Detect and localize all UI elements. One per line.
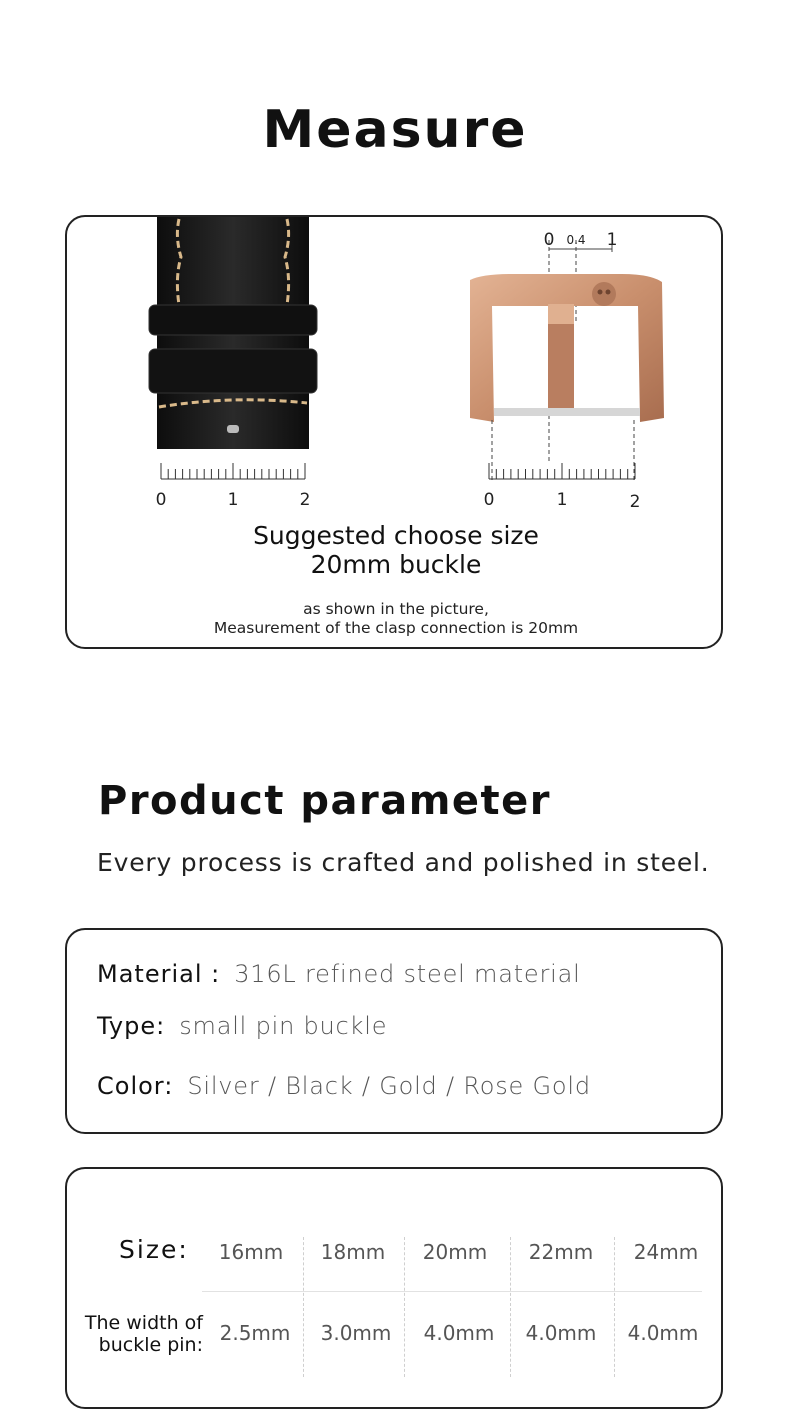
- material-label: Material :: [97, 960, 221, 988]
- parameters-card: [65, 928, 723, 1134]
- suggested-size-value: 20mm buckle: [310, 550, 482, 579]
- pin-width-cell-16: 2.5mm: [219, 1321, 291, 1345]
- measure-card: [65, 215, 723, 649]
- size-cell-18: 18mm: [320, 1240, 386, 1264]
- size-label: Size:: [119, 1235, 189, 1264]
- buckle-ruler: [485, 461, 641, 511]
- product-parameter-subtitle: Every process is crafted and polished in steel.: [97, 848, 710, 877]
- pin-scale-label-04: 0.4: [566, 233, 586, 247]
- suggested-size-heading: Suggested choose size: [253, 521, 539, 550]
- buckle-ruler-label-2: 2: [629, 492, 641, 512]
- pin-width-cell-22: 4.0mm: [525, 1321, 597, 1345]
- size-cell-20: 20mm: [422, 1240, 488, 1264]
- rose-gold-buckle-image: [452, 222, 682, 482]
- type-row: [97, 1012, 387, 1040]
- leather-strap-image: [157, 217, 317, 452]
- strap-ruler-label-0: 0: [155, 490, 167, 510]
- color-value: Silver / Black / Gold / Rose Gold: [187, 1072, 591, 1100]
- pin-width-cell-18: 3.0mm: [320, 1321, 392, 1345]
- type-label: Type:: [97, 1012, 166, 1040]
- measure-title: Measure: [262, 100, 528, 160]
- material-row: [97, 960, 581, 988]
- pin-scale-label-1: 1: [606, 230, 618, 250]
- product-parameter-title: Product parameter: [98, 778, 552, 824]
- pin-scale-label-0: 0: [543, 230, 555, 250]
- buckle-ruler-label-0: 0: [483, 490, 495, 510]
- buckle-ruler-label-1: 1: [556, 490, 568, 510]
- color-label: Color:: [97, 1072, 174, 1100]
- pin-width-label: [73, 1312, 203, 1356]
- type-value: small pin buckle: [179, 1012, 388, 1040]
- strap-ruler-label-1: 1: [227, 490, 239, 510]
- pin-width-cell-20: 4.0mm: [423, 1321, 495, 1345]
- measurement-note-line1: as shown in the picture,: [303, 600, 489, 618]
- size-cell-16: 16mm: [218, 1240, 284, 1264]
- size-table-card: [65, 1167, 723, 1409]
- size-cell-24: 24mm: [633, 1240, 699, 1264]
- pin-width-label-line1: The width of: [84, 1312, 203, 1334]
- table-divider: [202, 1291, 702, 1292]
- pin-scale-labels: [537, 223, 627, 251]
- size-cell-22: 22mm: [528, 1240, 594, 1264]
- material-value: 316L refined steel material: [234, 960, 581, 988]
- strap-ruler: [155, 461, 311, 510]
- strap-ruler-label-2: 2: [299, 490, 311, 510]
- measurement-note-line2: Measurement of the clasp connection is 20mm: [213, 619, 579, 637]
- color-row: [97, 1072, 591, 1100]
- pin-width-label-line2: buckle pin:: [98, 1334, 203, 1356]
- pin-width-cell-24: 4.0mm: [627, 1321, 699, 1345]
